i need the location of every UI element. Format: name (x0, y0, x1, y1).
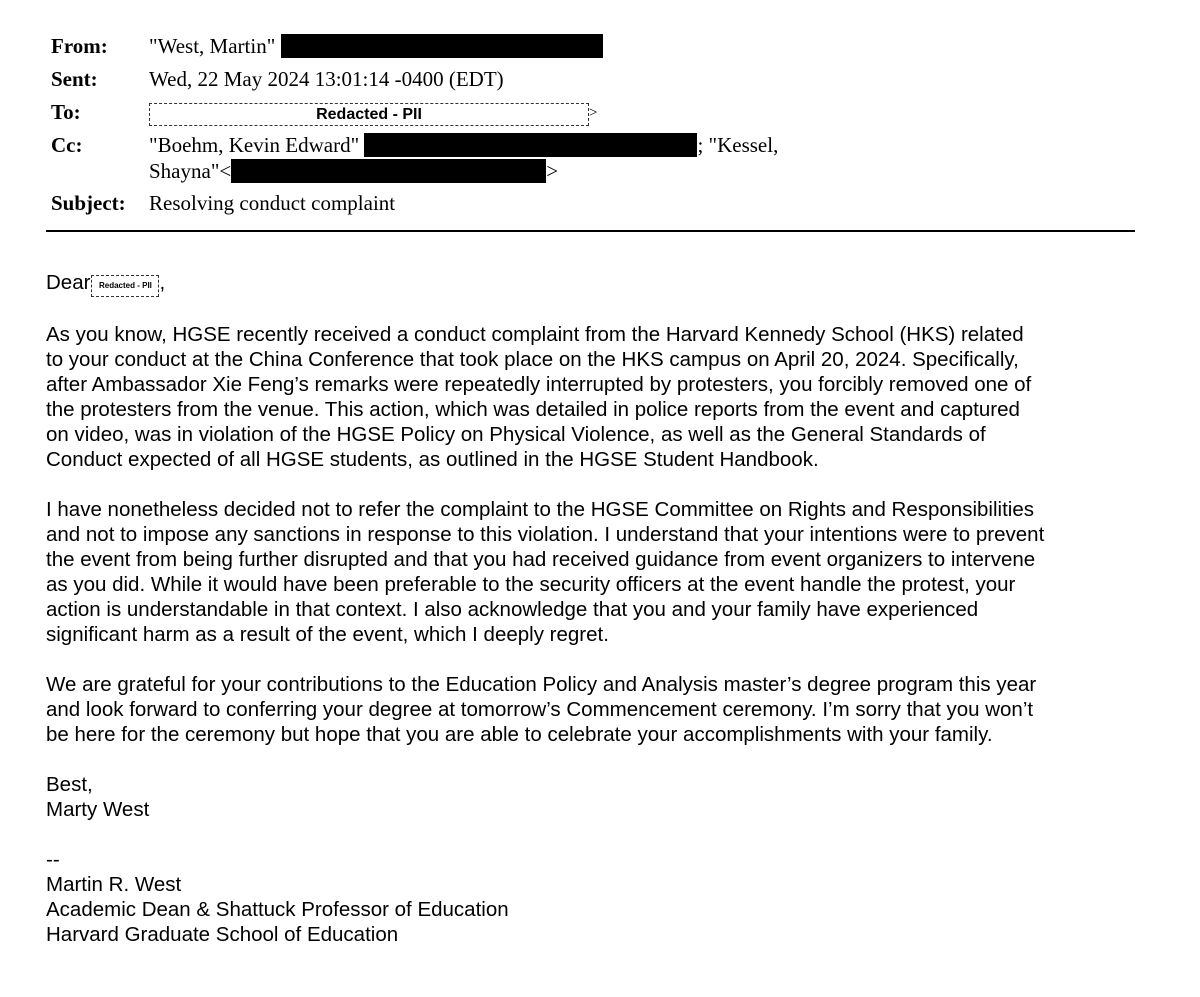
header-divider (46, 230, 1135, 232)
from-name: "West, Martin" (149, 34, 276, 58)
cc-email-redaction-2 (231, 159, 546, 183)
greeting (46, 270, 1146, 297)
to-redaction-box: Redacted - PII (149, 103, 589, 126)
sent-label: Sent: (51, 67, 98, 91)
closing-name: Marty West (46, 798, 150, 821)
subject-value: Resolving conduct complaint (149, 191, 396, 215)
greeting-comma: , (159, 271, 166, 294)
cc-label: Cc: (51, 133, 83, 157)
subject-label: Subject: (51, 191, 126, 215)
paragraph-1: As you know, HGSE recently received a conduct complaint from the Harvard Kennedy School (HKS) related to your conduct at the China Conference that took place on the HKS campus on April 20, 2024. Specifically, after Ambassador Xie Feng’s remarks were repeatedly interrupted by protesters, you forcibly removed one of the protesters from the venue. This action, which was detailed in police reports from the event and captured on video, was in violation of the HGSE Policy on Physical Violence, as well as the General Standards of Conduct expected of all HGSE students, as outlined in the HGSE Student Handbook. (46, 323, 1032, 471)
from-email-redaction (281, 34, 603, 58)
signature-separator: -- (46, 848, 60, 871)
signature-block (46, 847, 1146, 947)
email-body (46, 270, 1146, 947)
cc-name-2: Shayna"< (149, 159, 232, 183)
cc-email-redaction-1 (364, 133, 697, 157)
greeting-word: Dear (46, 271, 91, 294)
signature-title: Academic Dean & Shattuck Professor of Education (46, 898, 509, 921)
paragraph-3: We are grateful for your contributions to the Education Policy and Analysis master’s degree program this year and look forward to conferring your degree at tomorrow’s Commencement ceremony. I’m sorry that you won’t be here for the ceremony but hope that you are able to celebrate your accomplishments with your family. (46, 673, 1037, 746)
cc-value (149, 132, 778, 184)
cc-suffix-2: > (546, 159, 559, 183)
sent-value: Wed, 22 May 2024 13:01:14 -0400 (EDT) (149, 67, 504, 91)
from-label: From: (51, 34, 108, 58)
cc-suffix-1: ; "Kessel, (697, 133, 779, 157)
cc-line-2 (149, 159, 558, 183)
cc-line-1 (149, 133, 778, 157)
from-value (149, 33, 603, 59)
to-label: To: (51, 100, 81, 124)
paragraph-2: I have nonetheless decided not to refer the complaint to the HGSE Committee on Rights and Responsibilities and not to impose any sanctions in response to this violation. I understand that your intentions were to prevent the event from being further disrupted and that you had received guidance from event organizers to intervene as you did. While it would have been preferable to the security officers at the event handle the protest, your action is understandable in that context. I also acknowledge that you and your family have experienced significant harm as a result of the event, which I deeply regret. (46, 498, 1045, 646)
closing: Best, (46, 773, 93, 796)
signature-org: Harvard Graduate School of Education (46, 923, 399, 946)
to-value (149, 99, 597, 126)
signature-name: Martin R. West (46, 873, 182, 896)
to-suffix: > (589, 105, 598, 121)
closing-block (46, 772, 1146, 822)
greeting-redaction-box: Redacted - PII (91, 275, 159, 297)
cc-name-1: "Boehm, Kevin Edward" (149, 133, 360, 157)
